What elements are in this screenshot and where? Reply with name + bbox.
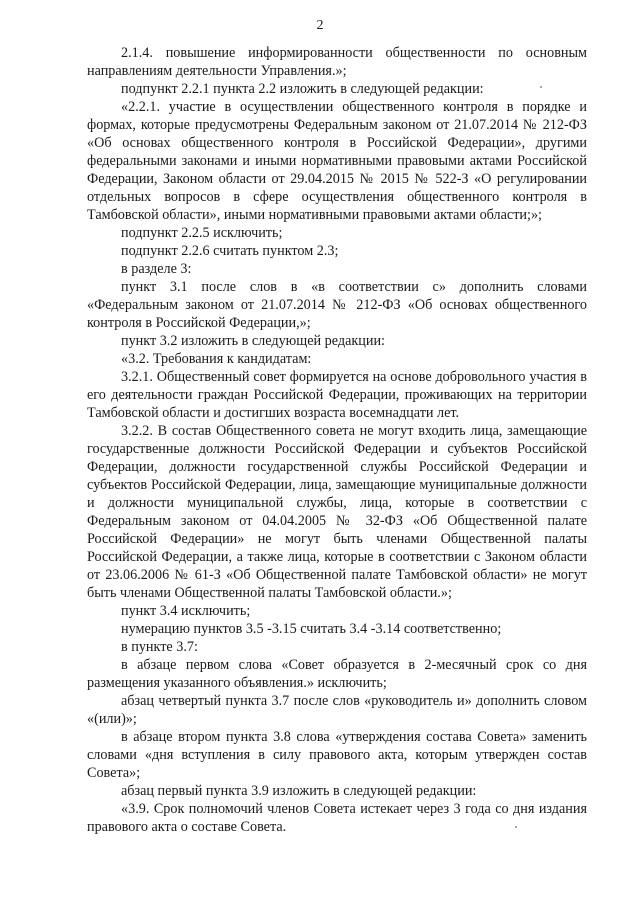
paragraph: подпункт 2.2.6 считать пунктом 2.3; — [121, 243, 339, 259]
document-body — [87, 44, 587, 836]
page-number: 2 — [316, 18, 324, 33]
scan-speck — [515, 826, 517, 828]
paragraph: подпункт 2.2.5 исключить; — [121, 225, 283, 241]
paragraph: «3.9. Срок полномочий членов Совета истекает через 3 года со дня издания правового акта о составе Совета. — [87, 801, 587, 835]
paragraph: «2.2.1. участие в осуществлении общественного контроля в порядке и формах, которые предусмотрены Федеральным законом от 21.07.2014 № 212-ФЗ «Об основах общественного контроля в Российской Федерации», другими федеральными законами и иными нормативными правовыми актами Российской Федерации, Законом области от 29.04.2015 № 2015 № 522-З «О регулировании отдельных вопросов в сфере осуществления общественного контроля в Тамбовской области», иными нормативными правовыми актами области;»; — [87, 99, 587, 223]
paragraph: абзац четвертый пункта 3.7 после слов «руководитель и» дополнить словом «(или)»; — [87, 693, 587, 727]
paragraph: в пункте 3.7: — [121, 639, 198, 655]
paragraph: пункт 3.1 после слов в «в соответствии с» дополнить словами «Федеральным законом от 21.07.2014 № 212-ФЗ «Об основах общественного контроля в Российской Федерации,»; — [87, 279, 587, 331]
paragraph: в абзаце втором пункта 3.8 слова «утверждения состава Совета» заменить словами «дня вступления в силу правового акта, которым утвержден состав Совета»; — [87, 729, 587, 781]
paragraph: 3.2.2. В состав Общественного совета не могут входить лица, замещающие государственные должности Российской Федерации и субъектов Российской Федерации, должности государственной службы Российской Федерации и субъектов Российской Федерации, лица, замещающие муниципальные должности и должности муниципальной службы, лица, которые в соответствии с Федеральным законом от 04.04.2005 № 32-ФЗ «Об Общественной палате Российской Федерации» не могут быть членами Общественной палаты Российской Федерации, а также лица, которые в соответствии с Законом области от 23.06.2006 № 61-З «Об Общественной палате Тамбовской области» не могут быть членами Общественной палаты Тамбовской области.»; — [87, 423, 587, 601]
paragraph: подпункт 2.2.1 пункта 2.2 изложить в следующей редакции: — [121, 81, 484, 97]
paragraph: пункт 3.4 исключить; — [121, 603, 251, 619]
paragraph: «3.2. Требования к кандидатам: — [121, 351, 312, 367]
scan-speck — [540, 86, 542, 88]
paragraph: 3.2.1. Общественный совет формируется на основе добровольного участия в его деятельности граждан Российской Федерации, проживающих на территории Тамбовской области и достигших возраста восемнадцати лет. — [87, 369, 587, 421]
paragraph: в разделе 3: — [121, 261, 192, 277]
paragraph: 2.1.4. повышение информированности общественности по основным направлениям деятельности Управления.»; — [87, 45, 587, 79]
paragraph: нумерацию пунктов 3.5 -3.15 считать 3.4 -3.14 соответственно; — [121, 621, 502, 637]
paragraph: абзац первый пункта 3.9 изложить в следующей редакции: — [121, 783, 477, 799]
paragraph: пункт 3.2 изложить в следующей редакции: — [121, 333, 385, 349]
paragraph: в абзаце первом слова «Совет образуется в 2-месячный срок со дня размещения указанного объявления.» исключить; — [87, 657, 587, 691]
